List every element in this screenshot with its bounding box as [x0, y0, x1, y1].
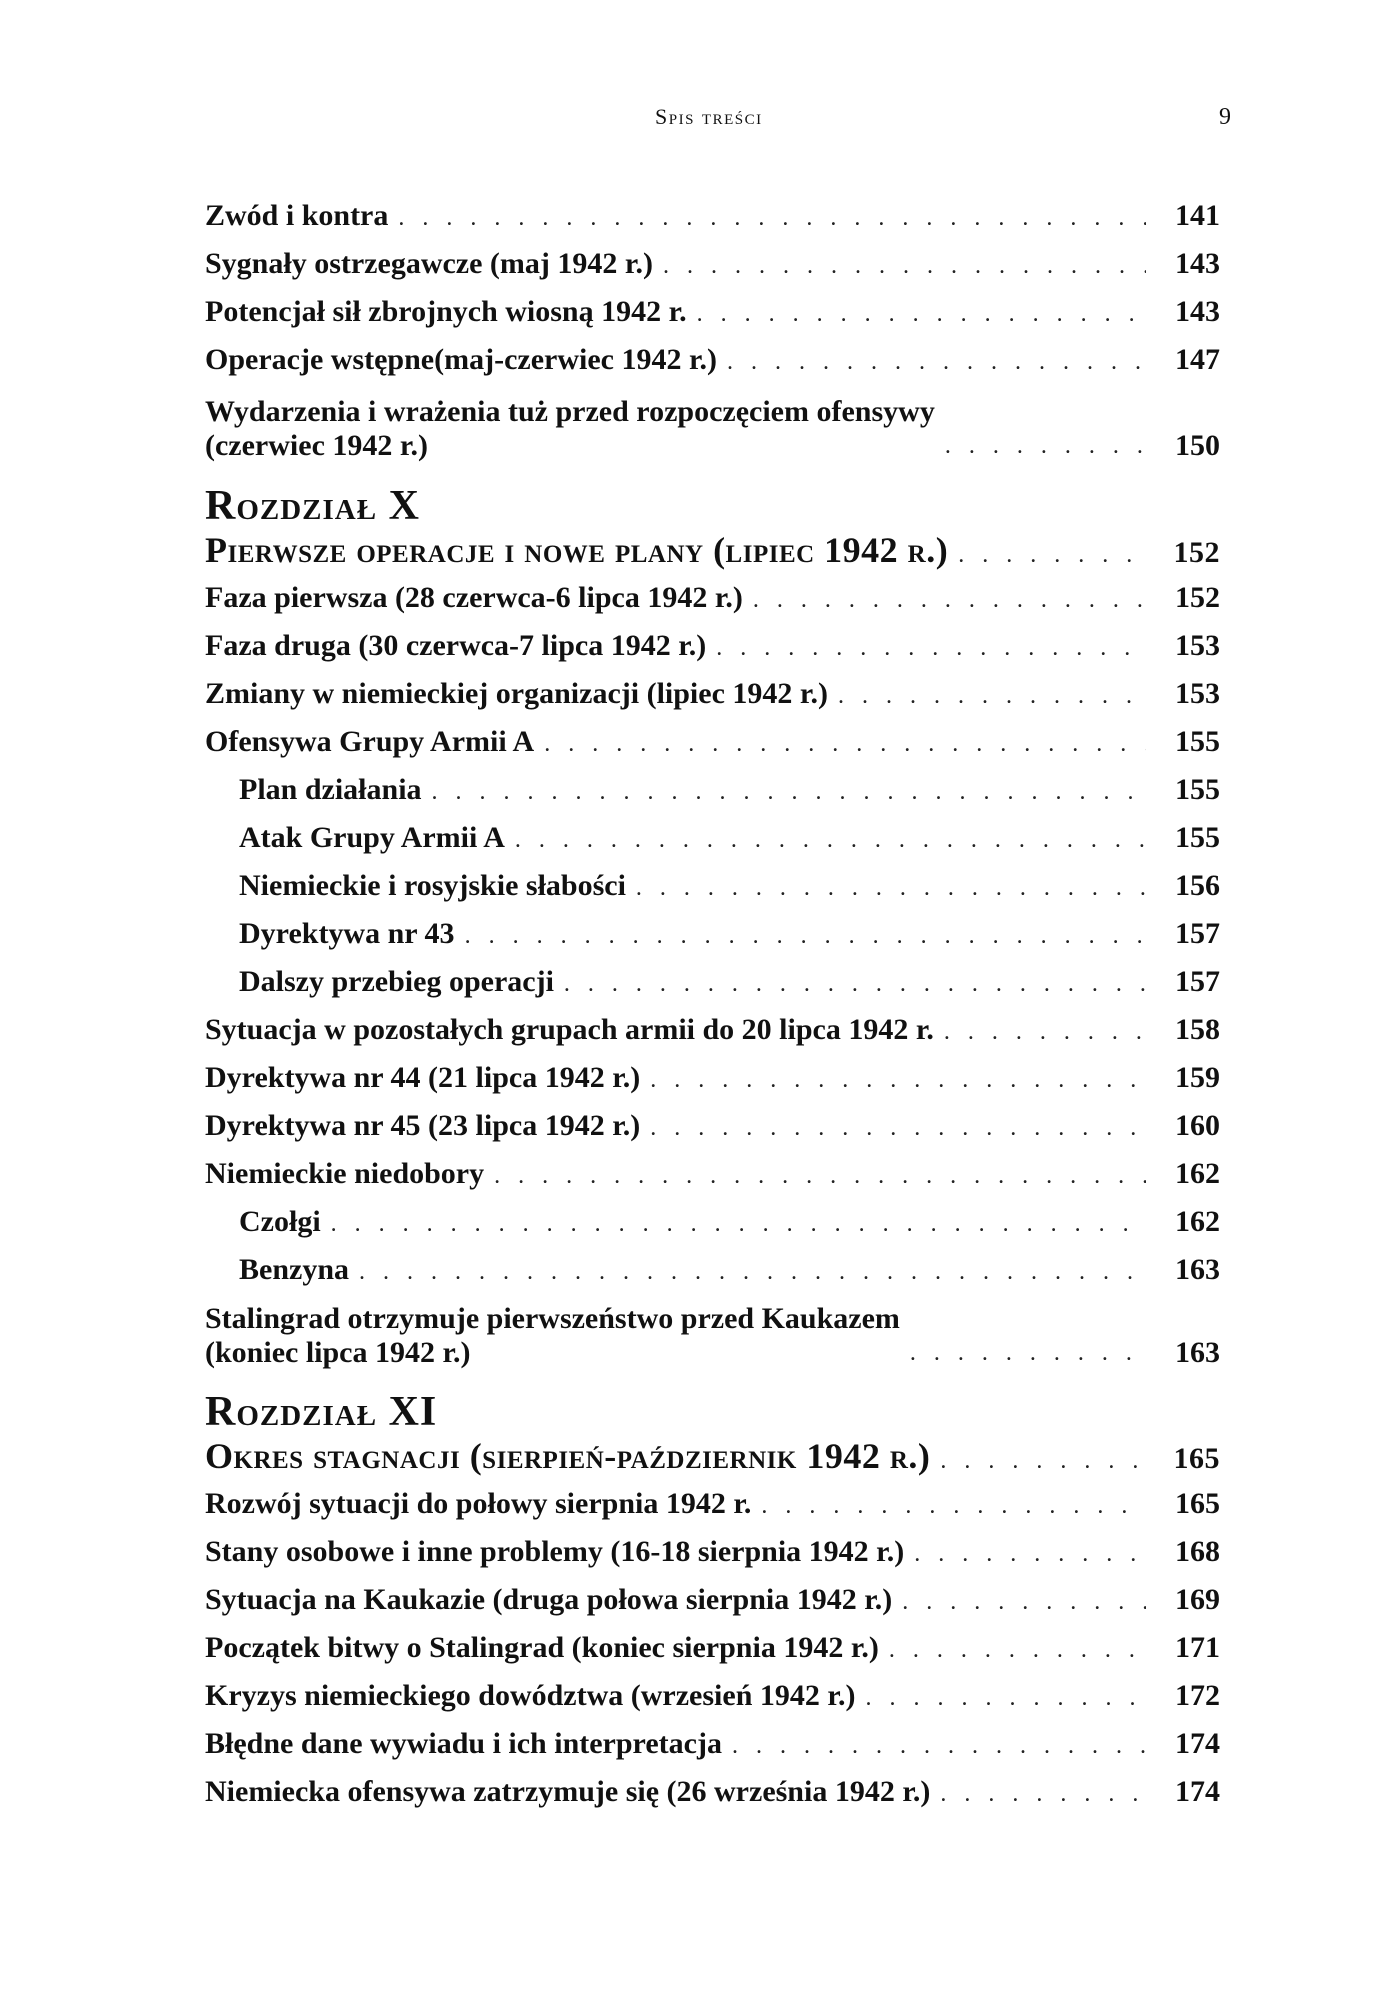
dot-leader: [761, 1488, 1146, 1524]
toc-entry[interactable]: [205, 342, 1220, 378]
toc-entry-page: 153: [1175, 677, 1220, 710]
toc-entry-title: Faza druga (30 czerwca-7 lipca 1942 r.): [205, 629, 707, 662]
dot-leader: [465, 918, 1146, 954]
toc-entry-title: Kryzys niemieckiego dowództwa (wrzesień 1942 r.): [205, 1679, 856, 1712]
toc-entry-title: Sytuacja w pozostałych grupach armii do 20 lipca 1942 r.: [205, 1013, 934, 1046]
toc-entry-multiline[interactable]: [205, 1298, 1220, 1370]
toc-entry-title: Stany osobowe i inne problemy (16-18 sierpnia 1942 r.): [205, 1535, 905, 1568]
toc-entry-title: Zwód i kontra: [205, 199, 389, 232]
toc-entry-page: 172: [1175, 1679, 1220, 1712]
dot-leader: [732, 1728, 1146, 1764]
toc-subentry[interactable]: [239, 820, 1220, 856]
dot-leader: [650, 1062, 1146, 1098]
dot-leader: [564, 966, 1146, 1002]
toc-subentry[interactable]: [239, 772, 1220, 808]
dot-leader: [331, 1206, 1146, 1242]
toc-subentry[interactable]: [239, 1204, 1220, 1240]
toc-entry[interactable]: [205, 676, 1220, 712]
toc-entry[interactable]: [205, 1726, 1220, 1762]
toc-entry-title-block: [205, 395, 935, 463]
chapter-label: Rozdział XI: [205, 1389, 438, 1435]
toc-subentry[interactable]: [239, 964, 1220, 1000]
toc-entry[interactable]: [205, 1630, 1220, 1666]
dot-leader: [958, 535, 1146, 575]
toc-entry-page: 143: [1175, 247, 1220, 280]
toc-entry-title: Zmiany w niemieckiej organizacji (lipiec 1942 r.): [205, 677, 828, 710]
toc-entry-title-line1: Wydarzenia i wrażenia tuż przed rozpoczęciem ofensywy: [205, 395, 935, 428]
toc-entry-title-line1: Stalingrad otrzymuje pierwszeństwo przed Kaukazem: [205, 1302, 900, 1335]
toc-entry-page: 155: [1175, 773, 1220, 806]
dot-leader: [515, 822, 1146, 858]
toc-entry-title: Sytuacja na Kaukazie (druga połowa sierpnia 1942 r.): [205, 1583, 893, 1616]
chapter-title: Okres stagnacji (sierpień-październik 1942 r.): [205, 1436, 931, 1476]
toc-entry-title: Atak Grupy Armii A: [239, 821, 505, 854]
toc-entry[interactable]: [205, 1486, 1220, 1522]
toc-entry-page: 163: [1175, 1253, 1220, 1286]
toc-entry[interactable]: [205, 724, 1220, 760]
toc-subentry[interactable]: [239, 1252, 1220, 1288]
toc-entry-multiline[interactable]: [205, 391, 1220, 463]
toc-entry-title: Sygnały ostrzegawcze (maj 1942 r.): [205, 247, 653, 280]
dot-leader: [636, 870, 1146, 906]
toc-entry-page: 155: [1175, 725, 1220, 758]
toc-entry-title: Dyrektywa nr 45 (23 lipca 1942 r.): [205, 1109, 641, 1142]
dot-leader: [716, 630, 1146, 666]
toc-entry-title-line2: (czerwiec 1942 r.): [205, 429, 428, 462]
toc-entry[interactable]: [205, 1108, 1220, 1144]
toc-entry-page: 162: [1175, 1157, 1220, 1190]
toc-entry-page: 155: [1175, 821, 1220, 854]
toc-entry-page: 159: [1175, 1061, 1220, 1094]
dot-leader: [432, 774, 1146, 810]
dot-leader: [494, 1158, 1146, 1194]
toc-entry-title: Niemieckie niedobory: [205, 1157, 485, 1190]
running-title: Spis treści: [655, 104, 763, 129]
dot-leader: [753, 582, 1146, 618]
chapter-entry[interactable]: [205, 1436, 1220, 1476]
toc-entry-title: Niemieckie i rosyjskie słabości: [239, 869, 626, 902]
toc-entry[interactable]: [205, 1060, 1220, 1096]
toc-entry-title: Czołgi: [239, 1205, 321, 1238]
toc-entry[interactable]: [205, 198, 1220, 234]
dot-leader: [902, 1584, 1146, 1620]
chapter-page: 165: [1173, 1442, 1220, 1475]
toc-entry-title: Rozwój sytuacji do połowy sierpnia 1942 r.: [205, 1487, 752, 1520]
toc-entry-page: 163: [1175, 1336, 1220, 1369]
toc-entry-page: 162: [1175, 1205, 1220, 1238]
toc-entry[interactable]: [205, 1534, 1220, 1570]
chapter-label: Rozdział X: [205, 483, 420, 529]
toc-entry[interactable]: [205, 1774, 1220, 1810]
chapter-page: 152: [1173, 536, 1220, 569]
chapter-title: Pierwsze operacje i nowe plany (lipiec 1942 r.): [205, 530, 949, 570]
toc-entry-page: 150: [1175, 429, 1220, 462]
toc-entry-page: 157: [1175, 917, 1220, 950]
page-number: 9: [1219, 104, 1231, 130]
toc-entry-title-line2: (koniec lipca 1942 r.): [205, 1336, 471, 1369]
dot-leader: [940, 1441, 1146, 1481]
toc-entry-title-block: [205, 1302, 900, 1370]
toc-entry-title: Dyrektywa nr 43: [239, 917, 455, 950]
toc-entry-title: Początek bitwy o Stalingrad (koniec sierpnia 1942 r.): [205, 1631, 879, 1664]
toc-entry[interactable]: [205, 1156, 1220, 1192]
dot-leader: [910, 1336, 1146, 1370]
toc-entry-page: 153: [1175, 629, 1220, 662]
toc-entry-title: Benzyna: [239, 1253, 350, 1286]
dot-leader: [944, 1014, 1146, 1050]
toc-entry-title: Faza pierwsza (28 czerwca-6 lipca 1942 r.): [205, 581, 743, 614]
toc-entry-page: 160: [1175, 1109, 1220, 1142]
toc-entry[interactable]: [205, 628, 1220, 664]
dot-leader: [398, 200, 1146, 236]
toc-entry[interactable]: [205, 580, 1220, 616]
chapter-entry[interactable]: [205, 530, 1220, 570]
toc-entry-title: Błędne dane wywiadu i ich interpretacja: [205, 1727, 722, 1760]
toc-entry[interactable]: [205, 1678, 1220, 1714]
toc-entry-title: Ofensywa Grupy Armii A: [205, 725, 535, 758]
dot-leader: [544, 726, 1146, 762]
dot-leader: [359, 1254, 1146, 1290]
dot-leader: [650, 1110, 1146, 1146]
dot-leader: [727, 344, 1146, 380]
toc-entry-title: Dyrektywa nr 44 (21 lipca 1942 r.): [205, 1061, 641, 1094]
toc-entry[interactable]: [205, 1582, 1220, 1618]
dot-leader: [838, 678, 1146, 714]
toc-entry-page: 171: [1175, 1631, 1220, 1664]
toc-entry-title: Dalszy przebieg operacji: [239, 965, 554, 998]
dot-leader: [697, 296, 1146, 332]
dot-leader: [914, 1536, 1146, 1572]
running-head: [0, 104, 1400, 134]
toc-entry-page: 143: [1175, 295, 1220, 328]
toc-entry[interactable]: [205, 1012, 1220, 1048]
dot-leader: [940, 1776, 1146, 1812]
toc-entry-page: 152: [1175, 581, 1220, 614]
dot-leader: [889, 1632, 1146, 1668]
dot-leader: [945, 429, 1146, 463]
toc-entry-page: 157: [1175, 965, 1220, 998]
toc-entry-page: 165: [1175, 1487, 1220, 1520]
toc-subentry[interactable]: [239, 916, 1220, 952]
toc-subentry[interactable]: [239, 868, 1220, 904]
toc-entry-page: 158: [1175, 1013, 1220, 1046]
toc-entry[interactable]: [205, 294, 1220, 330]
toc-entry-page: 168: [1175, 1535, 1220, 1568]
toc-entry-title: Niemiecka ofensywa zatrzymuje się (26 września 1942 r.): [205, 1775, 931, 1808]
toc-entry-page: 174: [1175, 1775, 1220, 1808]
toc-entry-page: 147: [1175, 343, 1220, 376]
toc-entry[interactable]: [205, 246, 1220, 282]
toc-entry-page: 169: [1175, 1583, 1220, 1616]
toc-entry-page: 156: [1175, 869, 1220, 902]
toc-entry-page: 141: [1175, 199, 1220, 232]
dot-leader: [663, 248, 1146, 284]
dot-leader: [865, 1680, 1146, 1716]
toc-entry-title: Plan działania: [239, 773, 422, 806]
toc-entry-title: Operacje wstępne(maj-czerwiec 1942 r.): [205, 343, 718, 376]
toc-entry-title: Potencjał sił zbrojnych wiosną 1942 r.: [205, 295, 687, 328]
toc-entry-page: 174: [1175, 1727, 1220, 1760]
